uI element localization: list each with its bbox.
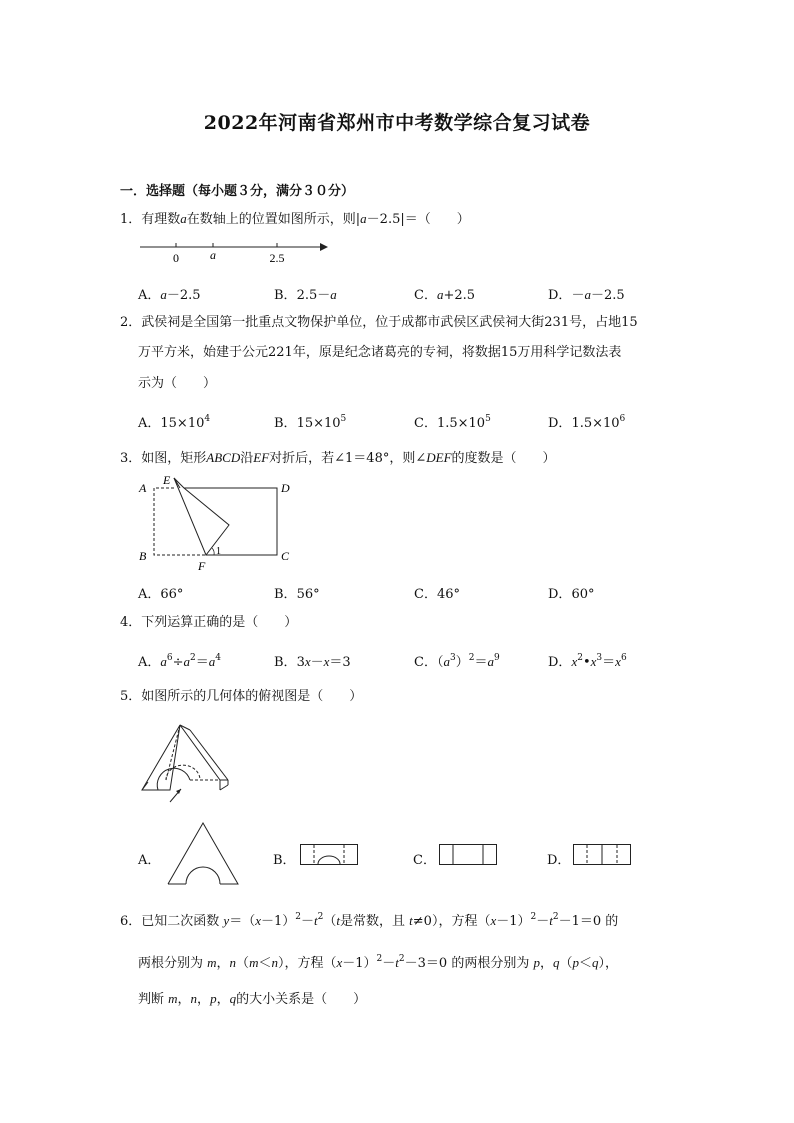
question-5-text: 5．如图所示的几何体的俯视图是（ ） [120,689,363,704]
q4-option-c[interactable] [414,651,500,670]
solid-figure [140,720,240,810]
option-label: B． [274,288,297,303]
math-text: ， [216,992,230,1007]
math-exponent: 2 [577,653,583,663]
question-2-line-1: 2．武侯祠是全国第一批重点文物保护单位，位于成都市武侯区武侯祠大街231号，占地15 [120,315,638,330]
q3-option-d[interactable] [548,583,594,602]
q5-option-c-figure [439,844,499,868]
math-variable: t [409,913,413,928]
option-base: 15×10 [296,416,341,431]
math-variable: n [190,991,198,1006]
math-exponent: 2 [295,912,301,922]
option-label: D． [548,416,572,431]
math-text: ＝ [474,655,488,670]
math-text: ＝（ [229,914,256,929]
q5-option-a-figure [168,822,240,886]
math-variable: a [330,287,337,302]
option-label: D． [548,587,572,602]
math-exponent: 2 [376,954,383,964]
folded-rectangle-figure [136,472,306,572]
q5-option-b-figure [300,844,360,868]
math-variable: a [584,287,591,302]
question-6-line-1 [120,912,618,931]
math-text: ＝3 [329,655,351,670]
question-4-text: 4．下列运算正确的是（ ） [120,615,298,630]
option-value: 46° [436,587,460,602]
math-variable: p [572,955,579,970]
q4-option-a[interactable] [138,651,221,670]
option-base: 15×10 [160,416,205,431]
math-exponent: 9 [493,653,500,663]
q5-option-d-figure [573,844,633,868]
option-label: C． [414,288,437,303]
math-variable: n [229,955,237,970]
math-variable: x [255,913,261,928]
axis-label-0: 0 [173,251,179,265]
option-value: 66° [160,587,184,602]
fig-label-e: E [163,473,171,487]
number-line-figure [140,238,330,268]
q1-suffix: －2.5|＝（ ） [366,212,470,227]
q5-option-b[interactable] [273,849,296,868]
math-variable: a [487,654,494,669]
math-exponent: 2 [552,912,559,922]
q1-mid: 在数轴上的位置如图所示，则| [186,212,361,227]
math-exponent: 6 [620,653,627,663]
math-exponent: 2 [190,653,196,663]
q2-option-a[interactable] [138,412,210,431]
math-exponent: 2 [468,653,475,663]
math-text: ， [197,992,211,1007]
q3-option-a[interactable] [138,583,183,602]
math-text: －1） [342,956,377,971]
math-text: － [382,956,396,971]
question-2-line-2: 万平方米，始建于公元221年，原是纪念诸葛亮的专祠，将数据15万用科学记数法表 [138,345,622,360]
math-text: ＜ [258,956,272,971]
q3-abcd: ABCD [206,450,241,465]
math-text: ＝ [195,655,209,670]
math-exponent: 6 [166,653,173,663]
math-variable: m [207,955,217,970]
option-label: C． [414,416,437,431]
math-text: ， [177,992,191,1007]
fig-label-f: F [198,559,206,573]
math-variable: q [592,955,599,970]
q2-option-c[interactable] [414,412,491,431]
option-label: D． [548,655,572,670]
fig-label-a: A [139,481,147,495]
fig-label-b: B [139,549,147,563]
q1-option-a[interactable] [138,284,201,303]
math-variable: y [223,913,230,928]
math-variable: a [443,654,450,669]
math-text: 2.5－ [296,288,331,303]
math-variable: x [571,654,578,669]
math-exponent: 3 [449,653,456,663]
option-label: D． [548,288,572,303]
math-text: ＝ [602,655,616,670]
question-6-line-2 [138,954,618,973]
math-text: ）， [598,956,619,971]
math-variable: t [336,913,341,928]
math-text: －2.5 [166,288,201,303]
question-6-line-3 [138,990,366,1009]
math-text: －1） [496,914,531,929]
option-label: A． [138,416,161,431]
math-variable: x [336,955,343,970]
q5-option-c[interactable] [413,849,436,868]
math-text: ），方程（ [277,956,337,971]
math-variable: t [395,955,399,970]
math-text: － [301,914,315,929]
q3-text-d: 的度数是（ ） [451,451,556,466]
q3-text-a: 3．如图，矩形 [120,451,207,466]
math-text: +2.5 [443,288,476,303]
math-variable: x [590,654,597,669]
math-variable: x [490,913,497,928]
math-text: （ [236,956,250,971]
math-variable: a [208,654,216,669]
math-text: 3 [296,655,305,670]
math-variable: t [314,913,318,928]
q4-option-b[interactable] [274,651,351,670]
q5-option-a[interactable] [138,849,160,868]
math-text: （ [436,655,444,670]
q3-text-b: 沿 [240,451,254,466]
math-variable: x [615,654,621,669]
question-2-line-3: 示为（ ） [138,376,217,391]
option-value: 56° [296,587,320,602]
q3-def: DEF [426,450,452,465]
math-exponent: 4 [215,653,222,663]
q1-prefix: 1．有理数 [120,212,181,227]
fig-label-angle-1: 1 [216,546,221,557]
math-text: （ [559,956,573,971]
q3-ef: EF [253,450,270,465]
math-text: 6．已知二次函数 [120,914,224,929]
math-text: － [571,288,585,303]
math-text: 两根分别为 [138,956,208,971]
math-exponent: 3 [596,653,603,663]
math-variable: a [160,287,167,302]
option-label: A． [138,288,161,303]
option-label: A． [138,587,161,602]
math-text: • [582,655,591,670]
question-3-text [120,449,556,468]
option-value: 60° [571,587,595,602]
option-label: A． [138,853,161,868]
q2-option-d[interactable] [548,412,625,431]
math-text: ＜ [579,956,593,971]
math-variable: x [323,654,330,669]
math-variable: n [271,955,278,970]
q3-option-b[interactable] [274,583,320,602]
math-text: － [536,914,550,929]
fig-label-c: C [281,549,290,563]
option-label: B． [274,655,297,670]
math-variable: m [249,955,259,970]
math-text: （ [323,914,337,929]
option-label: C． [413,853,436,868]
math-variable: x [304,654,311,669]
q4-option-d[interactable] [548,651,627,670]
option-label: C． [414,655,437,670]
math-text: ÷ [172,655,184,670]
q2-option-b[interactable] [274,412,346,431]
math-variable: m [168,991,178,1006]
q3-text-c: 对折后，若∠1＝48°，则∠ [269,451,427,466]
option-base: 1.5×10 [436,416,486,431]
option-label: D． [547,853,571,868]
math-text: －1＝0 的 [558,914,619,929]
math-text: 是常数，且 [340,914,410,929]
math-variable: t [549,913,553,928]
math-text: －2.5 [590,288,625,303]
q3-option-c[interactable] [414,583,460,602]
q1-var2: a [360,211,367,226]
fig-label-d: D [281,481,290,495]
math-variable: p [533,955,540,970]
option-exponent: 4 [204,414,211,424]
math-text: 的大小关系是（ ） [236,992,367,1007]
math-text: ， [539,956,553,971]
option-exponent: 5 [340,414,347,424]
axis-label-2.5: 2.5 [269,251,285,265]
q5-option-d[interactable] [547,849,570,868]
math-text: －3＝0 的两根分别为 [404,956,534,971]
q1-option-c[interactable] [414,284,475,303]
option-exponent: 6 [619,414,626,424]
q1-option-b[interactable] [274,284,337,303]
axis-label-a: a [210,248,216,262]
math-variable: q [229,991,237,1006]
option-label: B． [273,853,296,868]
q1-option-d[interactable] [548,284,625,303]
option-label: C． [414,587,437,602]
math-text: ） [455,655,469,670]
section-heading: 一．选择题（每小题３分，满分３０分） [120,184,355,199]
math-variable: a [160,654,167,669]
math-text: －1） [260,914,296,929]
option-label: B． [274,416,297,431]
math-variable: a [436,287,444,302]
math-exponent: 2 [530,912,537,922]
math-text: ， [216,956,230,971]
page-title: 2022年河南省郑州市中考数学综合复习试卷 [203,112,591,134]
q1-var: a [180,211,187,226]
question-1-text [120,210,470,229]
math-text: ≠0），方程（ [412,914,491,929]
math-variable: p [210,991,217,1006]
option-exponent: 5 [485,414,491,424]
option-label: B． [274,587,297,602]
math-exponent: 2 [317,912,324,922]
math-variable: q [552,955,560,970]
math-text: 判断 [138,992,169,1007]
math-variable: a [183,654,191,669]
math-text: － [310,655,324,670]
option-label: A． [138,655,161,670]
option-base: 1.5×10 [571,416,620,431]
math-exponent: 2 [398,954,405,964]
